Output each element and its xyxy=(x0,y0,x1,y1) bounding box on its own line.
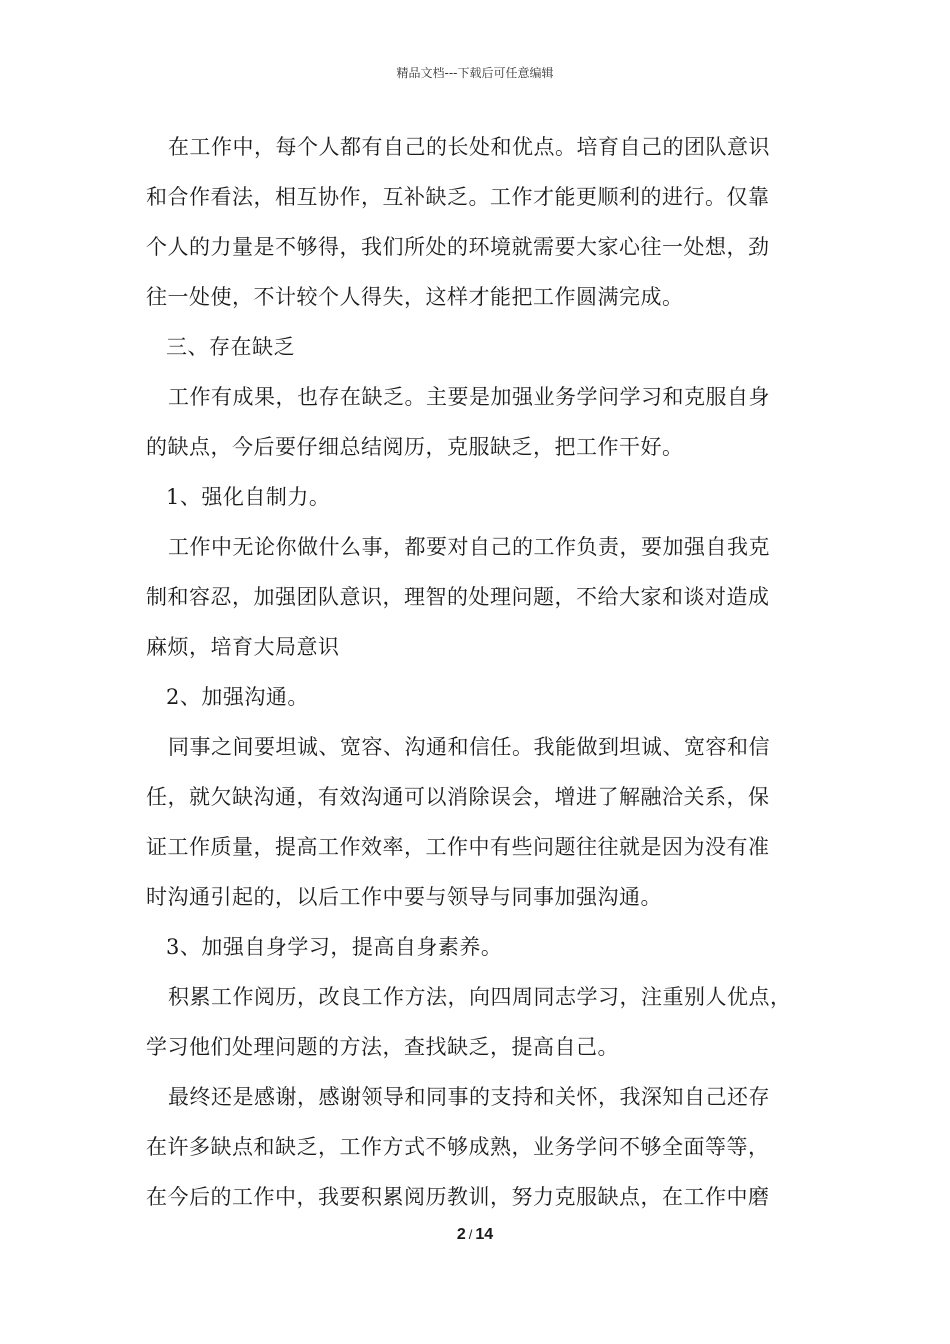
paragraph-line: 在许多缺点和缺乏，工作方式不够成熟，业务学问不够全面等等， xyxy=(146,1135,770,1159)
paragraph-line: 学习他们处理问题的方法，查找缺乏，提高自己。 xyxy=(146,1035,619,1059)
paragraph-line: 的缺点，今后要仔细总结阅历，克服缺乏，把工作干好。 xyxy=(146,435,684,459)
subsection-heading: 3、加强自身学习，提高自身素养。 xyxy=(166,935,503,959)
paragraph-line: 同事之间要坦诚、宽容、沟通和信任。我能做到坦诚、宽容和信 xyxy=(168,735,770,759)
page-number xyxy=(0,1226,950,1244)
total-page-count: 14 xyxy=(475,1226,494,1243)
paragraph-line: 往一处使，不计较个人得失，这样才能把工作圆满完成。 xyxy=(146,285,684,309)
paragraph-line: 时沟通引起的，以后工作中要与领导与同事加强沟通。 xyxy=(146,885,662,909)
paragraph-line: 和合作看法，相互协作，互补缺乏。工作才能更顺利的进行。仅靠 xyxy=(146,185,770,209)
paragraph-line: 麻烦，培育大局意识 xyxy=(146,635,340,659)
subsection-heading: 1、强化自制力。 xyxy=(166,485,331,509)
paragraph-line: 积累工作阅历，改良工作方法，向四周同志学习，注重别人优点， xyxy=(168,985,792,1009)
paragraph-line: 工作有成果，也存在缺乏。主要是加强业务学问学习和克服自身 xyxy=(168,385,770,409)
paragraph-line: 个人的力量是不够得，我们所处的环境就需要大家心往一处想，劲 xyxy=(146,235,770,259)
paragraph-line: 任，就欠缺沟通，有效沟通可以消除误会，增进了解融洽关系，保 xyxy=(146,785,770,809)
document-body xyxy=(146,128,826,1228)
page-header: 精品文档---下载后可任意编辑 xyxy=(396,66,554,80)
page-separator: / xyxy=(468,1227,473,1242)
current-page-number: 2 xyxy=(456,1226,466,1243)
paragraph-line: 工作中无论你做什么事，都要对自己的工作负责，要加强自我克 xyxy=(168,535,770,559)
section-heading: 三、存在缺乏 xyxy=(166,335,295,359)
paragraph-line: 证工作质量，提高工作效率，工作中有些问题往往就是因为没有准 xyxy=(146,835,770,859)
paragraph-line: 最终还是感谢，感谢领导和同事的支持和关怀，我深知自己还存 xyxy=(168,1085,770,1109)
paragraph-line: 在今后的工作中，我要积累阅历教训，努力克服缺点，在工作中磨 xyxy=(146,1185,770,1209)
paragraph-line: 制和容忍，加强团队意识，理智的处理问题，不给大家和谈对造成 xyxy=(146,585,770,609)
subsection-heading: 2、加强沟通。 xyxy=(166,685,309,709)
paragraph-line: 在工作中，每个人都有自己的长处和优点。培育自己的团队意识 xyxy=(168,135,770,159)
